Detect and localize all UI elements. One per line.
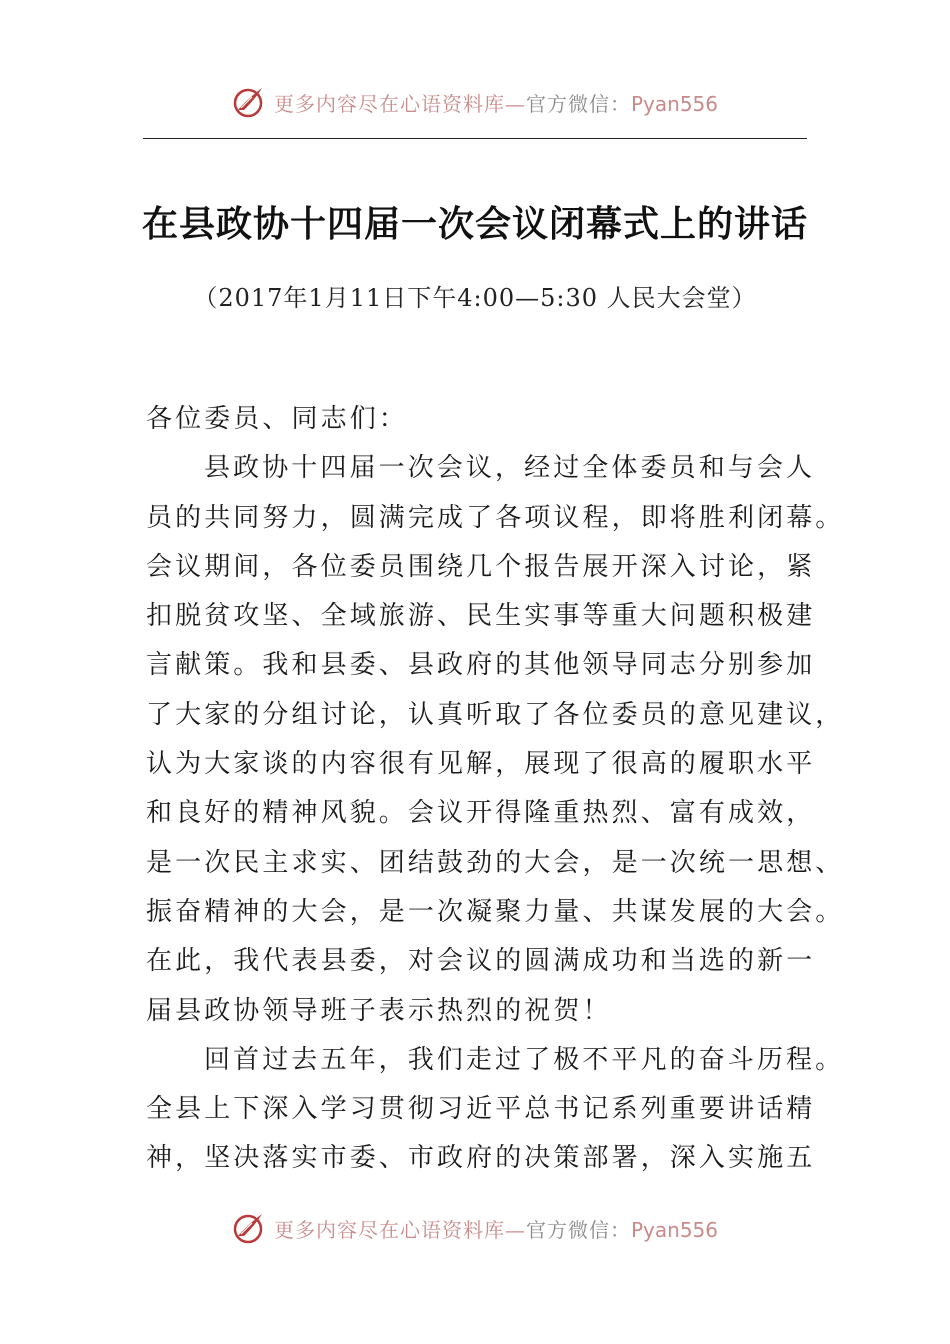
- body-line: 全县上下深入学习贯彻习近平总书记系列重要讲话精: [146, 1094, 816, 1125]
- body-line: 届县政协领导班子表示热烈的祝贺！: [146, 995, 612, 1026]
- body-line: 和良好的精神风貌。会议开得隆重热烈、富有成效，: [146, 798, 816, 829]
- body-line: 县政协十四届一次会议，经过全体委员和与会人: [204, 453, 816, 484]
- body-line: 是一次民主求实、团结鼓劲的大会，是一次统一思想、: [146, 847, 845, 878]
- document-title: 在县政协十四届一次会议闭幕式上的讲话: [141, 203, 808, 245]
- body-line: 扣脱贫攻坚、全域旅游、民生实事等重大问题积极建: [146, 601, 816, 632]
- body-line: 会议期间，各位委员围绕几个报告展开深入讨论，紧: [146, 551, 816, 582]
- footer-banner: [0, 1208, 950, 1248]
- body-line: 神，坚决落实市委、市政府的决策部署，深入实施五: [146, 1143, 816, 1174]
- banner-text: 更多内容尽在心语资料库—官方微信：Pyan556: [273, 1217, 718, 1242]
- quill-logo-icon: [232, 84, 268, 120]
- body-line: 员的共同努力，圆满完成了各项议程，即将胜利闭幕。: [146, 502, 845, 533]
- document-body: [146, 395, 845, 1184]
- banner-text: 更多内容尽在心语资料库—官方微信：Pyan556: [273, 91, 718, 116]
- quill-logo-icon: [232, 1210, 268, 1246]
- body-line: 了大家的分组讨论，认真听取了各位委员的意见建议，: [146, 699, 845, 730]
- body-line: 认为大家谈的内容很有见解，展现了很高的履职水平: [146, 749, 816, 780]
- body-line: 在此，我代表县委，对会议的圆满成功和当选的新一: [146, 946, 816, 977]
- body-line: 振奋精神的大会，是一次凝聚力量、共谋发展的大会。: [146, 896, 845, 927]
- header-rule: [143, 138, 807, 139]
- header-banner: [0, 82, 950, 122]
- body-line: 回首过去五年，我们走过了极不平凡的奋斗历程。: [204, 1044, 845, 1075]
- document-subtitle: （2017年1月11日下午4:00—5:30 人民大会堂）: [193, 284, 757, 312]
- body-line: 言献策。我和县委、县政府的其他领导同志分别参加: [146, 650, 816, 681]
- body-line: 各位委员、同志们：: [146, 404, 408, 434]
